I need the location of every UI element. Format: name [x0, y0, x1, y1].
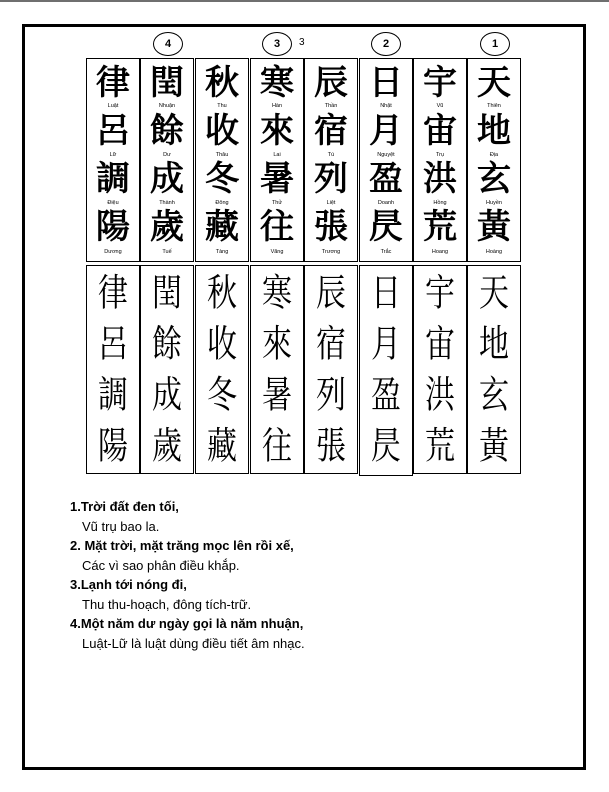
seal-char: 冬: [207, 373, 237, 418]
regular-char: 玄: [477, 159, 511, 199]
regular-script-column: [195, 58, 249, 262]
regular-char: 辰: [314, 63, 348, 103]
seal-char: 收: [207, 322, 237, 367]
seal-char: 律: [98, 271, 128, 316]
seal-script-column: [413, 265, 467, 474]
regular-char: 冬: [205, 159, 239, 199]
regular-char: 成: [150, 159, 184, 199]
regular-char: 來: [260, 111, 294, 151]
reading-label: Liệt: [326, 200, 336, 206]
reading-label: Địa: [489, 152, 499, 158]
seal-char: 藏: [207, 424, 237, 469]
regular-char: 荒: [423, 207, 457, 247]
seal-char: 黃: [479, 424, 509, 469]
regular-script-column: [250, 58, 304, 262]
regular-char: 黃: [477, 207, 511, 247]
regular-script-column: [413, 58, 467, 262]
reading-label: Điệu: [107, 200, 119, 206]
regular-char: 月: [369, 111, 403, 151]
seal-char: 來: [262, 322, 292, 367]
seal-char: 暑: [262, 373, 292, 418]
reading-label: Doanh: [377, 200, 395, 206]
reading-label: Vãng: [270, 249, 284, 255]
reading-label: Nhật: [380, 103, 392, 109]
poem-verse-4-line: Luật-Lữ là luật dùng điều tiết âm nhạc.: [82, 635, 305, 651]
reading-label: Trắc: [380, 249, 392, 255]
regular-char: 宇: [423, 63, 457, 103]
seal-char: 歲: [152, 424, 182, 469]
regular-char: 宿: [314, 111, 348, 151]
reading-label: Thành: [159, 200, 175, 206]
regular-char: 天: [477, 63, 511, 103]
seal-char: 宙: [425, 322, 455, 367]
seal-char: 陽: [98, 424, 128, 469]
top-rule: [0, 0, 609, 2]
regular-char: 調: [96, 159, 130, 199]
seal-script-column: [304, 265, 358, 474]
seal-char: 昃: [371, 424, 401, 469]
regular-char: 盈: [369, 159, 403, 199]
seal-char: 宇: [425, 271, 455, 316]
group-number-2: 2: [371, 32, 401, 56]
seal-char: 日: [371, 271, 401, 316]
regular-char: 日: [369, 63, 403, 103]
seal-char: 呂: [98, 322, 128, 367]
seal-script-column: [195, 265, 249, 474]
poem-verse-1-head: 1.Trời đất đen tối,: [70, 499, 179, 514]
reading-label: Huyền: [486, 200, 502, 206]
poem-verse-3-line: Thu thu-hoạch, đông tích-trữ.: [82, 596, 252, 612]
seal-char: 宿: [316, 322, 346, 367]
seal-script-column: [250, 265, 304, 474]
reading-label: Thâu: [215, 152, 229, 158]
regular-char: 歲: [150, 207, 184, 247]
regular-char: 律: [96, 63, 130, 103]
regular-char: 呂: [96, 111, 130, 151]
reading-label: Trụ: [435, 152, 445, 158]
seal-char: 寒: [262, 271, 292, 316]
reading-label: Dương: [104, 249, 122, 255]
reading-label: Thử: [271, 200, 283, 206]
regular-char: 收: [205, 111, 239, 151]
seal-script-column: [359, 265, 413, 476]
reading-label: Lữ: [109, 152, 117, 158]
seal-char: 荒: [425, 424, 455, 469]
regular-char: 秋: [205, 63, 239, 103]
regular-char: 昃: [369, 207, 403, 247]
group-number-4: 4: [153, 32, 183, 56]
group-number-3-extra: 3: [299, 37, 305, 48]
seal-char: 地: [479, 322, 509, 367]
reading-label: Thu: [217, 103, 227, 109]
regular-char: 陽: [96, 207, 130, 247]
reading-label: Nhuận: [158, 103, 176, 109]
seal-char: 玄: [479, 373, 509, 418]
regular-script-column: [304, 58, 358, 262]
seal-char: 盈: [371, 373, 401, 418]
reading-label: Tàng: [215, 249, 229, 255]
seal-char: 往: [262, 424, 292, 469]
poem-translation: [70, 497, 305, 653]
reading-label: Nguyệt: [377, 152, 395, 158]
poem-verse-4-head: 4.Một năm dư ngày gọi là năm nhuận,: [70, 616, 304, 631]
reading-label: Dư: [163, 152, 171, 158]
seal-char: 列: [316, 373, 346, 418]
reading-label: Tú: [327, 152, 335, 158]
reading-label: Hàn: [271, 103, 283, 109]
regular-char: 地: [477, 111, 511, 151]
regular-script-column: [359, 58, 413, 262]
regular-char: 寒: [260, 63, 294, 103]
regular-char: 宙: [423, 111, 457, 151]
reading-label: Vũ: [436, 103, 444, 109]
seal-char: 月: [371, 322, 401, 367]
seal-char: 辰: [316, 271, 346, 316]
poem-verse-1-line: Vũ trụ bao la.: [82, 518, 160, 534]
regular-char: 暑: [260, 159, 294, 199]
regular-char: 藏: [205, 207, 239, 247]
seal-char: 成: [152, 373, 182, 418]
seal-char: 調: [98, 373, 128, 418]
reading-label: Hoang: [431, 249, 449, 255]
regular-script-column: [140, 58, 194, 262]
group-number-1: 1: [480, 32, 510, 56]
seal-script-column: [140, 265, 194, 474]
regular-char: 閏: [150, 63, 184, 103]
reading-label: Lai: [273, 152, 281, 158]
seal-char: 餘: [152, 322, 182, 367]
poem-verse-2-head: 2. Mặt trời, mặt trăng mọc lên rồi xế,: [70, 538, 294, 553]
group-number-3: 3: [262, 32, 292, 56]
regular-char: 列: [314, 159, 348, 199]
reading-label: Thiên: [487, 103, 501, 109]
seal-char: 張: [316, 424, 346, 469]
reading-label: Thần: [324, 103, 338, 109]
reading-label: Luật: [107, 103, 119, 109]
regular-script-column: [467, 58, 521, 262]
seal-char: 秋: [207, 271, 237, 316]
reading-label: Hồng: [433, 200, 447, 206]
seal-script-column: [467, 265, 521, 474]
poem-verse-2-line: Các vì sao phân điều khắp.: [82, 557, 240, 573]
regular-char: 餘: [150, 111, 184, 151]
poem-verse-3-head: 3.Lạnh tới nóng đi,: [70, 577, 187, 592]
seal-script-column: [86, 265, 140, 474]
seal-char: 洪: [425, 373, 455, 418]
reading-label: Trương: [321, 249, 341, 255]
reading-label: Tuế: [162, 249, 172, 255]
seal-char: 閏: [152, 271, 182, 316]
regular-script-column: [86, 58, 140, 262]
reading-label: Đông: [215, 200, 229, 206]
regular-char: 洪: [423, 159, 457, 199]
regular-char: 張: [314, 207, 348, 247]
seal-char: 天: [479, 271, 509, 316]
regular-char: 往: [260, 207, 294, 247]
reading-label: Hoàng: [485, 249, 503, 255]
